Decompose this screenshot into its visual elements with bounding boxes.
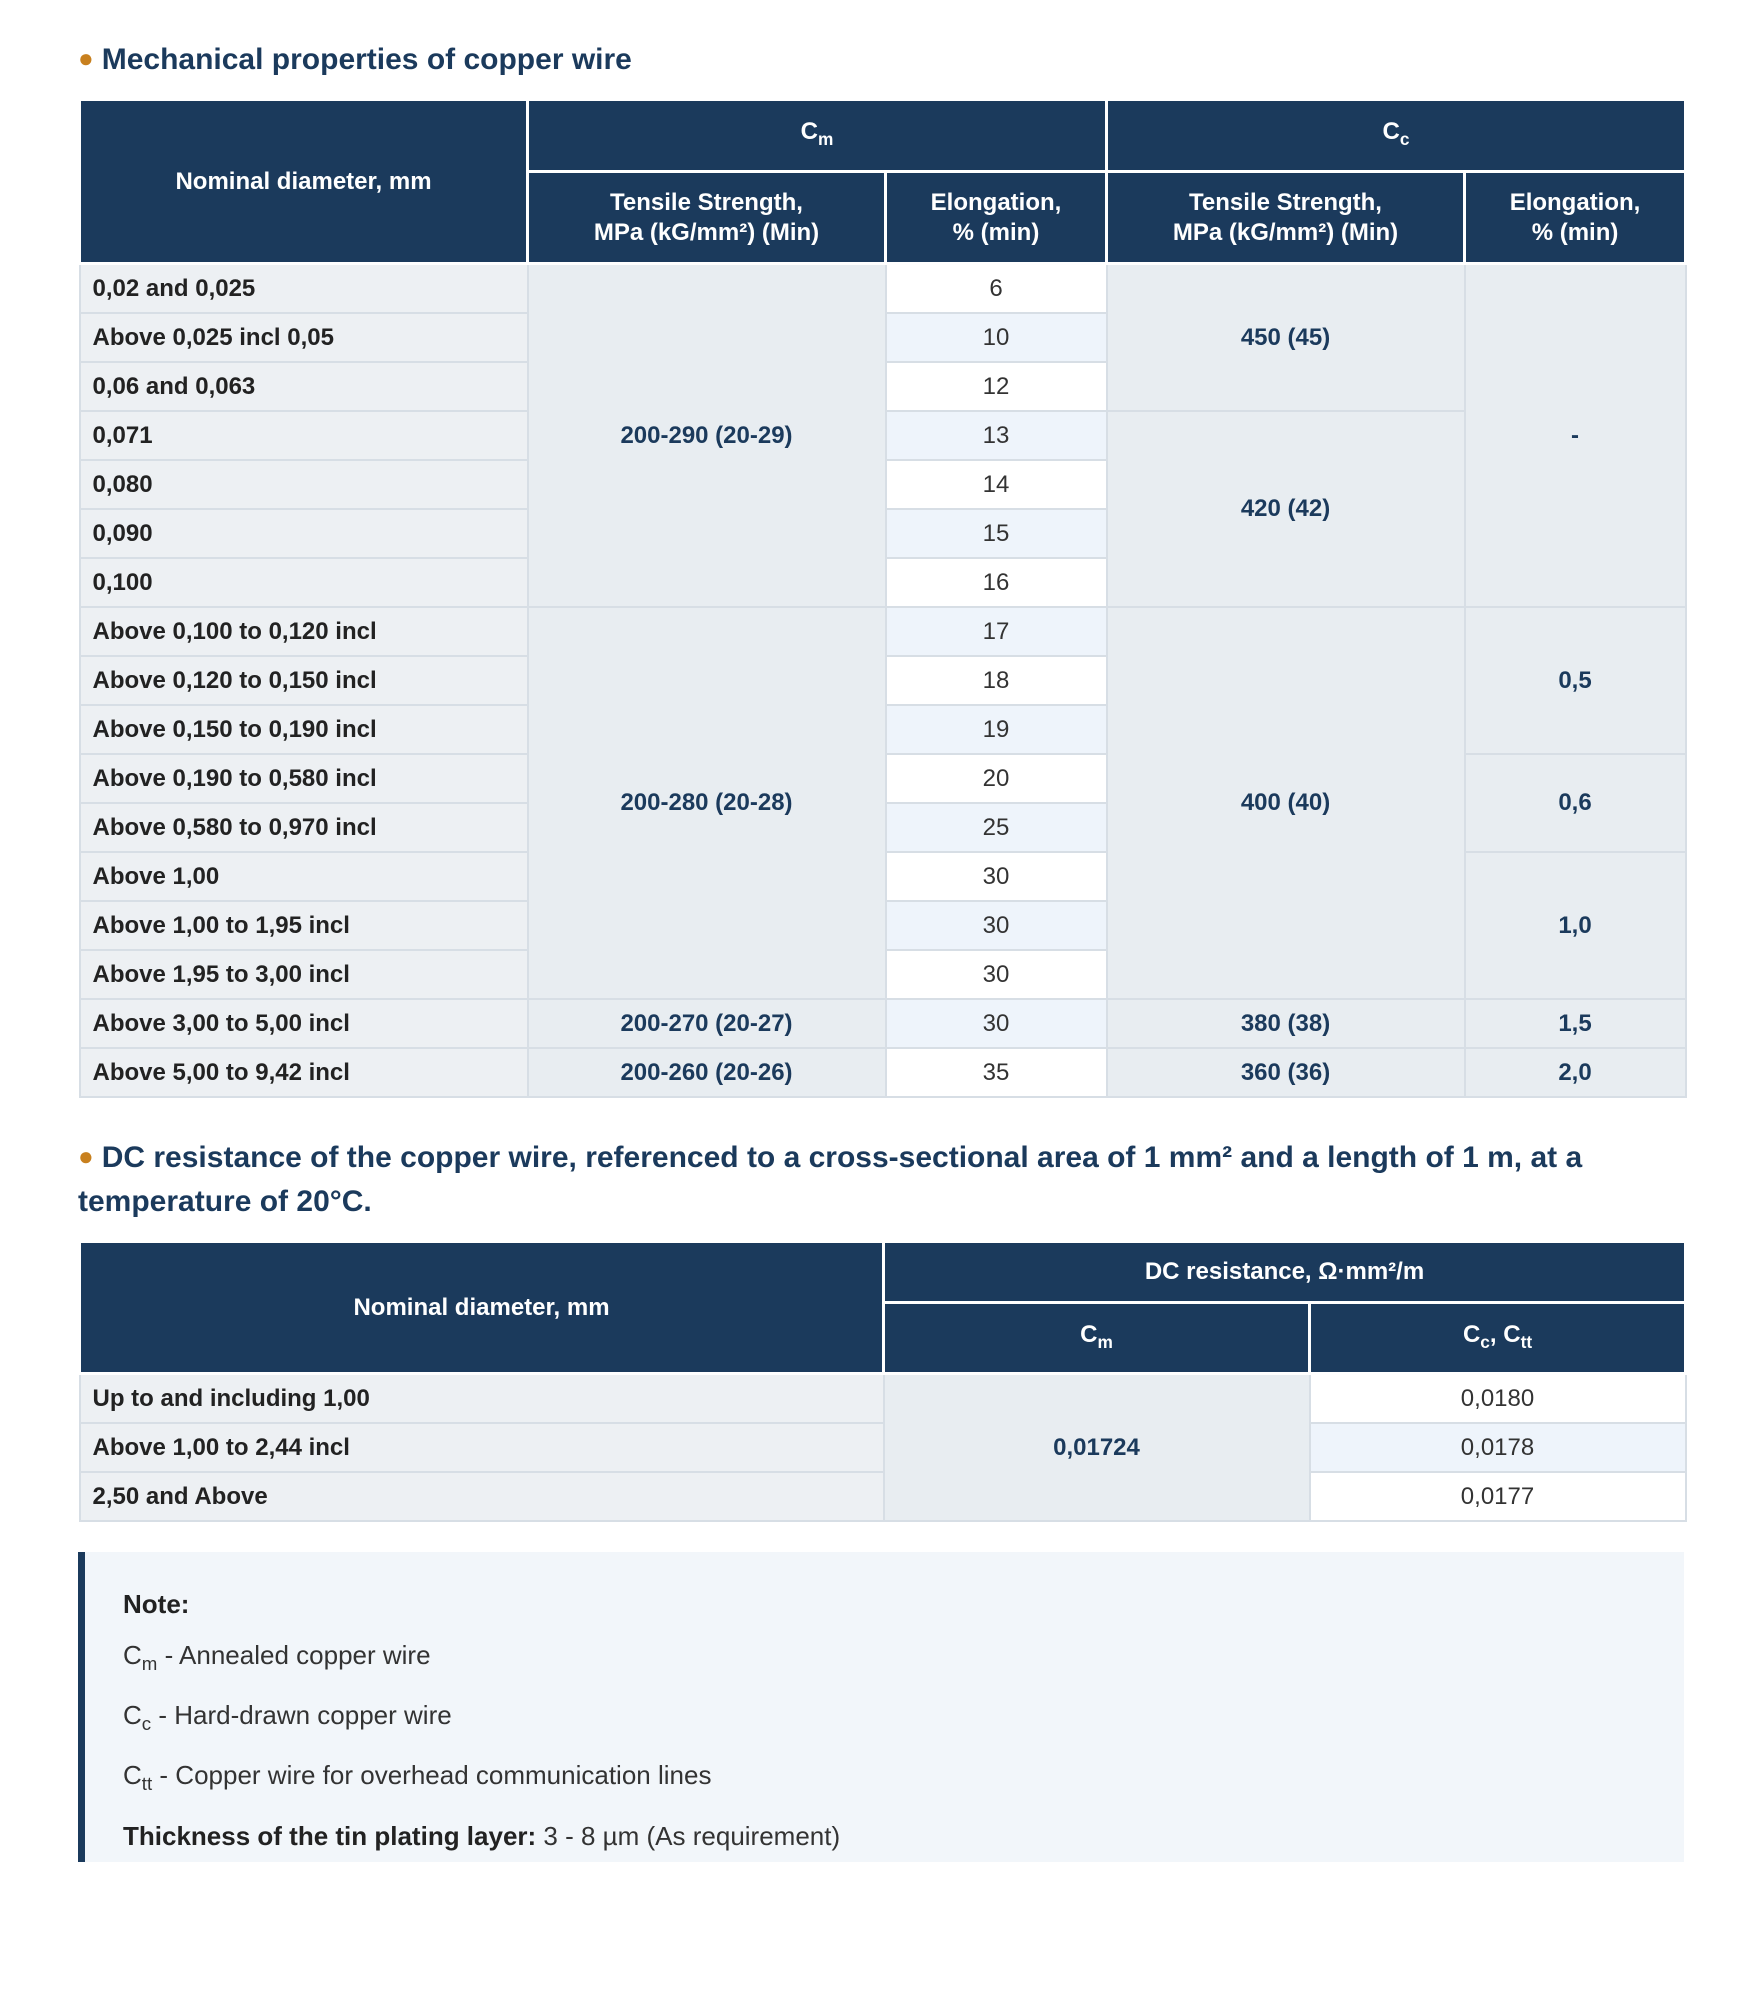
header-text: Elongation, [1509, 188, 1641, 216]
header-text: Elongation, [930, 188, 1062, 216]
cm-tensile-cell: 200-260 (20-26) [528, 1048, 886, 1097]
page [78, 38, 1684, 1862]
cm-elongation-cell: 30 [886, 950, 1107, 999]
diameter-cell: Above 1,95 to 3,00 incl [80, 950, 528, 999]
cc-elongation-cell: 0,6 [1465, 754, 1686, 852]
note-symbol: C [123, 1760, 142, 1791]
note-text: - Hard-drawn copper wire [151, 1700, 452, 1731]
header-cm-sub: m [818, 128, 834, 149]
header-ctt-sub: tt [1520, 1331, 1533, 1352]
cm-tensile-cell: 200-270 (20-27) [528, 999, 886, 1048]
diameter-cell: 0,100 [80, 558, 528, 607]
cm-elongation-cell: 13 [886, 411, 1107, 460]
header-cm-elongation [886, 172, 1107, 264]
table-row [80, 607, 1686, 656]
diameter-cell: 0,071 [80, 411, 528, 460]
note-item-cm [123, 1639, 1684, 1680]
cm-elongation-cell: 25 [886, 803, 1107, 852]
header-cc [1107, 100, 1686, 172]
cm-tensile-cell: 200-290 (20-29) [528, 264, 886, 608]
header-nominal-diameter: Nominal diameter, mm [80, 1242, 884, 1374]
header-text: Tensile Strength, [610, 188, 803, 216]
table-row [80, 1374, 1686, 1424]
cm-elongation-cell: 20 [886, 754, 1107, 803]
cm-elongation-cell: 18 [886, 656, 1107, 705]
table-row [80, 1048, 1686, 1097]
cm-elongation-cell: 15 [886, 509, 1107, 558]
header-cc-ctt [1310, 1303, 1686, 1374]
diameter-cell: Above 0,025 incl 0,05 [80, 313, 528, 362]
header-cc-sub: c [1399, 128, 1410, 149]
bullet-icon: ● [78, 43, 94, 73]
cm-elongation-cell: 19 [886, 705, 1107, 754]
note-symbol-sub: c [141, 1713, 152, 1735]
header-cm [528, 100, 1107, 172]
diameter-cell: Above 0,190 to 0,580 incl [80, 754, 528, 803]
header-text: % (min) [952, 218, 1040, 246]
cm-elongation-cell: 30 [886, 901, 1107, 950]
cm-elongation-cell: 35 [886, 1048, 1107, 1097]
header-cm-main: C [1080, 1320, 1098, 1348]
header-cc-elongation [1465, 172, 1686, 264]
cc-elongation-cell: - [1465, 264, 1686, 608]
cc-tensile-cell: 380 (38) [1107, 999, 1465, 1048]
note-symbol-sub: tt [141, 1773, 153, 1795]
header-text: Tensile Strength, [1189, 188, 1382, 216]
note-symbol-sub: m [141, 1653, 158, 1675]
mechanical-properties-table [78, 98, 1687, 1098]
diameter-cell: Above 0,150 to 0,190 incl [80, 705, 528, 754]
section-title-mechanical [78, 38, 1684, 82]
header-cm-main: C [800, 118, 818, 146]
header-text: MPa (kG/mm²) (Min) [593, 218, 820, 246]
diameter-cell: Above 1,00 to 1,95 incl [80, 901, 528, 950]
diameter-cell: Up to and including 1,00 [80, 1374, 884, 1424]
header-text: % (min) [1531, 218, 1619, 246]
header-cm-sub: m [1097, 1331, 1113, 1352]
tin-plating-label: Thickness of the tin plating layer: [123, 1820, 537, 1851]
cc-tensile-cell: 400 (40) [1107, 607, 1465, 999]
header-cm-tensile [528, 172, 886, 264]
header-cm [884, 1303, 1310, 1374]
note-box [78, 1552, 1684, 1862]
cm-resistance-cell: 0,01724 [884, 1374, 1310, 1522]
cc-tensile-cell: 450 (45) [1107, 264, 1465, 412]
header-nominal-diameter: Nominal diameter, mm [80, 100, 528, 264]
table-row [80, 1472, 1686, 1521]
cc-ctt-resistance-cell: 0,0178 [1310, 1423, 1686, 1472]
diameter-cell: Above 3,00 to 5,00 incl [80, 999, 528, 1048]
header-separator: , [1489, 1320, 1504, 1348]
cc-elongation-cell: 1,5 [1465, 999, 1686, 1048]
diameter-cell: 0,02 and 0,025 [80, 264, 528, 314]
note-symbol: C [123, 1700, 142, 1731]
cc-tensile-cell: 360 (36) [1107, 1048, 1465, 1097]
cm-elongation-cell: 30 [886, 999, 1107, 1048]
header-text: MPa (kG/mm²) (Min) [1172, 218, 1399, 246]
note-item-ctt [123, 1759, 1684, 1800]
section-title-text: Mechanical properties of copper wire [101, 43, 632, 76]
cm-elongation-cell: 6 [886, 264, 1107, 314]
table-row [80, 264, 1686, 314]
table-row [80, 999, 1686, 1048]
header-dc-resistance: DC resistance, Ω·mm²/m [884, 1242, 1686, 1303]
cm-elongation-cell: 17 [886, 607, 1107, 656]
cm-elongation-cell: 14 [886, 460, 1107, 509]
section-title-dc-resistance [78, 1136, 1684, 1224]
note-symbol: C [123, 1640, 142, 1670]
diameter-cell: Above 5,00 to 9,42 incl [80, 1048, 528, 1097]
bullet-icon: ● [78, 1141, 94, 1171]
diameter-cell: 0,090 [80, 509, 528, 558]
cm-elongation-cell: 30 [886, 852, 1107, 901]
diameter-cell: Above 1,00 to 2,44 incl [80, 1423, 884, 1472]
diameter-cell: 2,50 and Above [80, 1472, 884, 1521]
header-cc-tensile [1107, 172, 1465, 264]
header-cc-main: C [1462, 1320, 1481, 1348]
diameter-cell: 0,080 [80, 460, 528, 509]
header-cc-sub: c [1480, 1331, 1490, 1352]
header-cc-main: C [1382, 118, 1400, 146]
diameter-cell: Above 0,120 to 0,150 incl [80, 656, 528, 705]
diameter-cell: Above 0,580 to 0,970 incl [80, 803, 528, 852]
tin-plating-value: 3 - 8 µm (As requirement) [536, 1820, 841, 1851]
note-tin-plating [123, 1820, 1684, 1852]
cc-ctt-resistance-cell: 0,0180 [1310, 1374, 1686, 1424]
cc-tensile-cell: 420 (42) [1107, 411, 1465, 607]
note-text: - Copper wire for overhead communication lines [152, 1760, 712, 1791]
cc-elongation-cell: 0,5 [1465, 607, 1686, 754]
note-title: Note: [123, 1589, 190, 1619]
cm-elongation-cell: 12 [886, 362, 1107, 411]
diameter-cell: Above 0,100 to 0,120 incl [80, 607, 528, 656]
note-text: - Annealed copper wire [157, 1640, 431, 1670]
diameter-cell: 0,06 and 0,063 [80, 362, 528, 411]
section-title-text: DC resistance of the copper wire, referenced to a cross-sectional area of 1 mm² and a length of 1 m, at a temperature of 20°C. [78, 1141, 1583, 1218]
cc-ctt-resistance-cell: 0,0177 [1310, 1472, 1686, 1521]
header-ctt-main: C [1503, 1320, 1521, 1348]
table-row [80, 1423, 1686, 1472]
cc-elongation-cell: 2,0 [1465, 1048, 1686, 1097]
note-item-cc [123, 1699, 1684, 1740]
cm-tensile-cell: 200-280 (20-28) [528, 607, 886, 999]
cc-elongation-cell: 1,0 [1465, 852, 1686, 999]
diameter-cell: Above 1,00 [80, 852, 528, 901]
dc-resistance-table [78, 1240, 1687, 1522]
cm-elongation-cell: 16 [886, 558, 1107, 607]
cm-elongation-cell: 10 [886, 313, 1107, 362]
